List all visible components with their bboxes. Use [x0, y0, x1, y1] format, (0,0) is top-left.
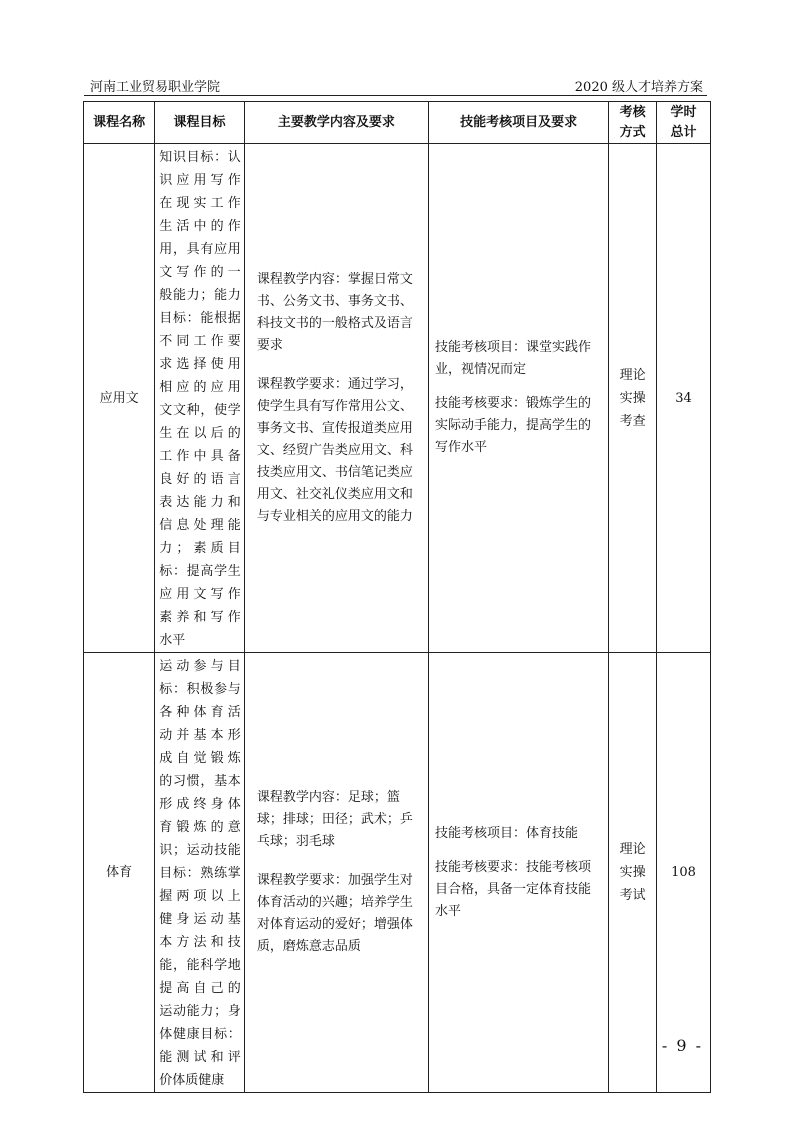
course-goal-line: 育锻炼的意 [159, 820, 241, 835]
course-goal-line: 文文种，使学 [159, 403, 241, 418]
col-header-exam-method [609, 102, 657, 144]
course-goal-line: 生在以后的 [159, 426, 241, 441]
teaching-content-paragraph: 课程教学要求：加强学生对体育活动的兴趣；培养学生对体育运动的爱好；增强体质，磨炼意志品质 [256, 873, 413, 954]
course-goal-line: 识；运动技能 [159, 843, 241, 858]
teaching-content-paragraph: 课程教学内容：足球；篮球；排球；田径；武术；乒乓球；羽毛球 [256, 790, 413, 849]
course-goal-line: 在现实工作 [159, 196, 241, 211]
skill-assessment-paragraph: 技能考核项目：体育技能 [435, 825, 579, 841]
exam-method-line: 实操 [619, 390, 646, 406]
course-table [83, 101, 711, 1093]
course-goal-line: 文写作的一 [159, 265, 241, 280]
teaching-content-cell [244, 144, 428, 653]
table-header-row [84, 102, 711, 144]
col-header-hours-line: 总计 [670, 124, 697, 140]
course-goal-line: 握两项以上 [159, 889, 241, 904]
course-goal-cell [155, 144, 245, 653]
course-goal-line: 能，能科学地 [159, 958, 241, 973]
table-row [84, 144, 711, 653]
course-goal-line: 表达能力和 [159, 495, 241, 510]
col-header-skill-assessment: 技能考核项目及要求 [429, 102, 609, 144]
course-goal-line: 提高自己的 [159, 981, 241, 996]
course-goal-line: 般能力；能力 [159, 288, 241, 303]
col-header-course-name: 课程名称 [84, 102, 155, 144]
teaching-content-paragraph: 课程教学要求：通过学习，使学生具有写作常用公文、事务文书、宣传报道类应用文、经贸广告类应用文、科技类应用文、书信笔记类应用文、社交礼仪类应用文和与专业相关的应用文的能力 [256, 376, 413, 524]
skill-assessment-cell [429, 144, 609, 653]
course-goal-line: 应用文写作 [159, 587, 241, 602]
exam-method-line: 理论 [619, 367, 646, 383]
course-goal-line: 本方法和技 [159, 935, 241, 950]
skill-assessment-cell [429, 653, 609, 1093]
course-goal-line: 各种体育活 [159, 705, 241, 720]
col-header-exam-line: 考核 [619, 104, 646, 120]
total-hours-cell: 108 [657, 653, 711, 1093]
course-goal-line: 运动参与目 [159, 659, 241, 674]
course-goal-line: 标：积极参与 [159, 682, 241, 697]
exam-method-line: 理论 [619, 842, 646, 857]
total-hours-cell: 34 [657, 144, 711, 653]
exam-method-cell [609, 144, 657, 653]
skill-assessment-paragraph: 技能考核要求：技能考核项目合格，具备一定体育技能水平 [435, 859, 592, 919]
course-goal-line: 工作中具备 [159, 449, 241, 464]
exam-method-line: 考试 [619, 888, 646, 903]
course-goal-line: 能测试和评 [159, 1050, 241, 1065]
course-goal-line: 目标：熟练掌 [159, 866, 241, 881]
course-goal-line: 良好的语言 [159, 472, 241, 487]
course-goal-line: 动并基本形 [159, 728, 241, 743]
course-goal-line: 健身运动基 [159, 912, 241, 927]
course-goal-line: 价体质健康 [159, 1073, 225, 1088]
col-header-exam-line: 方式 [619, 124, 646, 140]
course-goal-line: 用，具有应用 [159, 242, 241, 257]
course-goal-line: 水平 [159, 633, 186, 648]
course-goal-line: 生活中的作 [159, 219, 241, 234]
course-goal-line: 形成终身体 [159, 797, 241, 812]
course-name-cell: 应用文 [84, 144, 155, 653]
course-goal-cell [155, 653, 245, 1093]
col-header-course-goal: 课程目标 [155, 102, 245, 144]
course-name-cell: 体育 [84, 653, 155, 1093]
table-row [84, 653, 711, 1093]
teaching-content-cell [244, 653, 428, 1093]
course-goal-line: 力；素质目 [159, 541, 241, 556]
course-goal-line: 标：提高学生 [159, 564, 241, 579]
col-header-teaching-content: 主要教学内容及要求 [244, 102, 428, 144]
col-header-total-hours [657, 102, 711, 144]
course-goal-line: 相应的应用 [159, 380, 241, 395]
header-divider [84, 95, 707, 96]
exam-method-line: 考查 [619, 413, 646, 429]
course-goal-line: 求选择使用 [159, 357, 241, 372]
course-goal-line: 体健康目标： [159, 1027, 241, 1042]
course-goal-line: 信息处理能 [159, 518, 241, 533]
header-plan-title: 2020 级人才培养方案 [574, 80, 703, 95]
course-goal-line: 成自觉锻炼 [159, 751, 241, 766]
exam-method-line: 实操 [619, 865, 646, 880]
course-goal-line: 目标：能根据 [159, 311, 241, 326]
course-goal-line: 素养和写作 [159, 610, 241, 625]
course-goal-line: 知识目标：认 [159, 150, 241, 165]
course-goal-line: 的习惯，基本 [159, 774, 241, 789]
exam-method-cell [609, 653, 657, 1093]
col-header-hours-line: 学时 [670, 104, 697, 120]
header-school-name: 河南工业贸易职业学院 [90, 80, 221, 95]
course-goal-line: 不同工作要 [159, 334, 241, 349]
teaching-content-paragraph: 课程教学内容：掌握日常文书、公务文书、事务文书、科技文书的一般格式及语言要求 [256, 271, 413, 353]
course-goal-line: 识应用写作 [159, 173, 241, 188]
skill-assessment-paragraph: 技能考核项目：课堂实践作业，视情况而定 [435, 340, 592, 377]
page-number: - 9 - [661, 1036, 703, 1055]
skill-assessment-paragraph: 技能考核要求：锻炼学生的实际动手能力，提高学生的写作水平 [435, 396, 592, 455]
course-goal-line: 运动能力；身 [159, 1004, 241, 1019]
